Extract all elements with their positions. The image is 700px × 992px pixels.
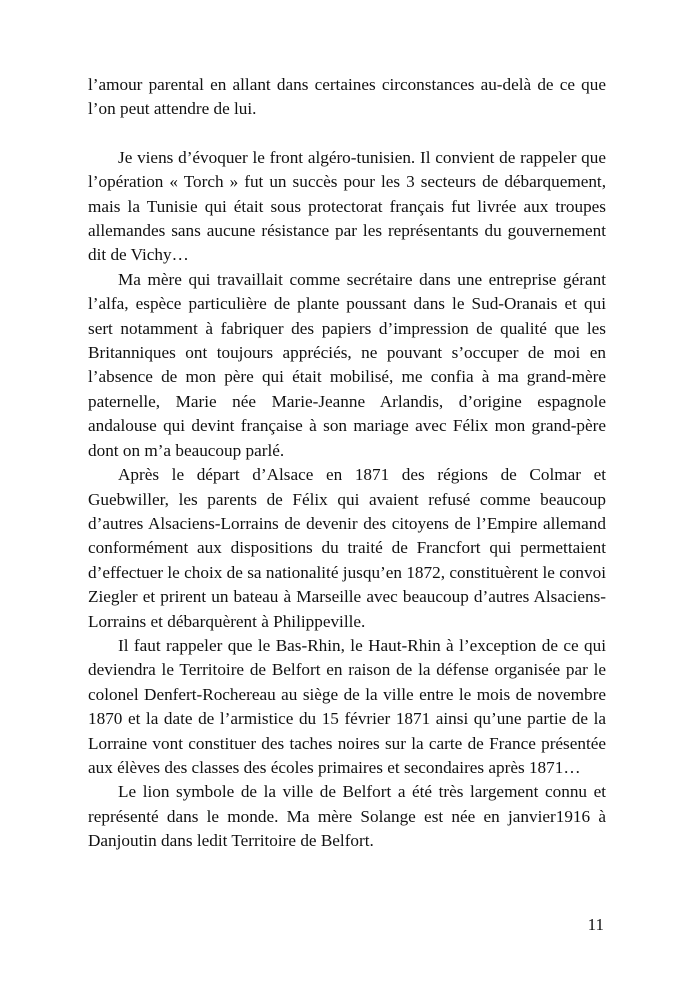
paragraph-belfort-territory: Il faut rappeler que le Bas-Rhin, le Haut-Rhin à l’exception de ce qui deviendra le Territoire de Belfort en raison de la défense organisée par le colonel Denfert-Rochereau au siège de la ville entre le mois de novembre 1870 et la date de l’armistice du 15 février 1871 ainsi qu’une partie de la Lorraine vont constituer des taches noires sur la carte de France présentée aux élèves des classes des écoles primaires et secondaires après 1871…: [88, 635, 606, 777]
body-text: [88, 73, 606, 854]
page-number: 11: [587, 915, 604, 934]
paragraph-operation-torch: Je viens d’évoquer le front algéro-tunisien. Il convient de rappeler que l’opération « Torch » fut un succès pour les 3 secteurs de débarquement, mais la Tunisie qui était sous protectorat français fut livrée aux troupes allemandes sans aucune résistance par les représentants du gouvernement dit de Vichy…: [88, 147, 606, 265]
paragraph-mother-alfa: Ma mère qui travaillait comme secrétaire dans une entreprise gérant l’alfa, espèce particulière de plante poussant dans le Sud-Oranais et qui sert notamment à fabriquer des papiers d’impression de qualité que les Britanniques ont toujours appréciés, ne pouvant s’occuper de moi en l’absence de mon père qui était mobilisé, me confia à ma grand-mère paternelle, Marie née Marie-Jeanne Arlandis, d’origine espagnole andalouse qui devint française à son mariage avec Félix mon grand-père dont on m’a beaucoup parlé.: [88, 269, 606, 460]
paragraph-alsace-departure: Après le départ d’Alsace en 1871 des régions de Colmar et Guebwiller, les parents de Félix qui avaient refusé comme beaucoup d’autres Alsaciens-Lorrains de devenir des citoyens de l’Empire allemand conformément aux dispositions du traité de Francfort qui permettaient d’effectuer le choix de sa nationalité jusqu’en 1872, constituèrent le convoi Ziegler et prirent un bateau à Marseille avec beaucoup d’autres Alsaciens-Lorrains et débarquèrent à Philippeville.: [88, 465, 606, 631]
paragraph-gap: [88, 122, 606, 146]
paragraph-belfort-lion: Le lion symbole de la ville de Belfort a été très largement connu et représenté dans le monde. Ma mère Solange est née en janvier1916 à Danjoutin dans ledit Territoire de Belfort.: [88, 782, 606, 851]
paragraph-continuation: l’amour parental en allant dans certaines circonstances au-delà de ce que l’on peut attendre de lui.: [88, 75, 606, 119]
